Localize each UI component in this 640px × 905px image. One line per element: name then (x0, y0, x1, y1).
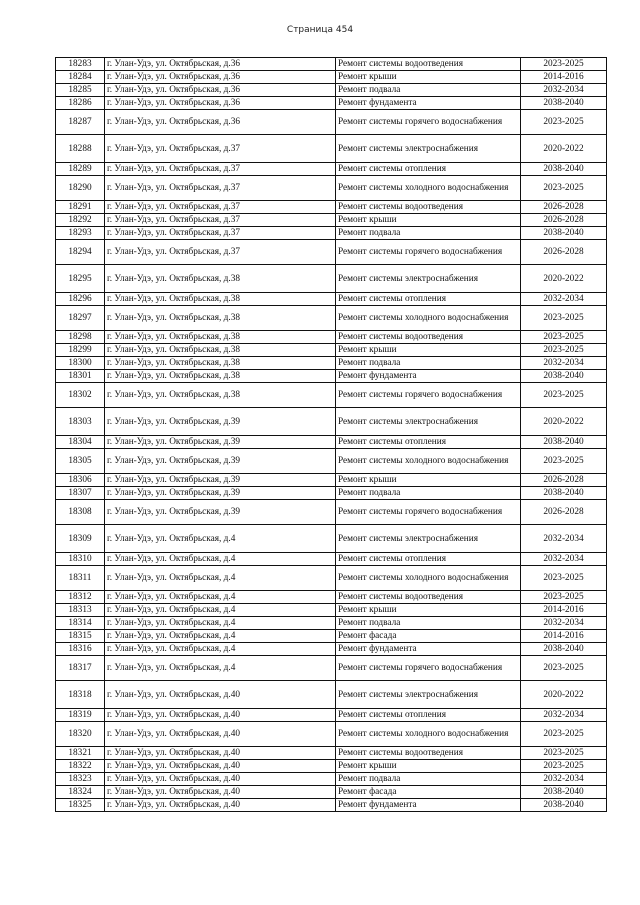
period-cell: 2023-2025 (521, 760, 607, 773)
address-cell: г. Улан-Удэ, ул. Октябрьская, д.40 (105, 773, 336, 786)
period-cell: 2032-2034 (521, 357, 607, 370)
address-cell: г. Улан-Удэ, ул. Октябрьская, д.40 (105, 786, 336, 799)
period-cell: 2020-2022 (521, 265, 607, 293)
work-type-cell: Ремонт системы водоотведения (336, 591, 521, 604)
work-type-cell: Ремонт системы водоотведения (336, 201, 521, 214)
table-row (56, 84, 607, 97)
table-row (56, 110, 607, 135)
period-cell: 2023-2025 (521, 331, 607, 344)
address-cell: г. Улан-Удэ, ул. Октябрьская, д.38 (105, 331, 336, 344)
table-row (56, 500, 607, 525)
period-cell: 2032-2034 (521, 773, 607, 786)
row-number-cell: 18301 (56, 370, 105, 383)
table-row (56, 709, 607, 722)
address-cell: г. Улан-Удэ, ул. Октябрьская, д.40 (105, 760, 336, 773)
table-row (56, 604, 607, 617)
period-cell: 2014-2016 (521, 630, 607, 643)
work-type-cell: Ремонт системы горячего водоснабжения (336, 240, 521, 265)
work-type-cell: Ремонт крыши (336, 71, 521, 84)
work-type-cell: Ремонт крыши (336, 214, 521, 227)
row-number-cell: 18293 (56, 227, 105, 240)
period-cell: 2020-2022 (521, 135, 607, 163)
address-cell: г. Улан-Удэ, ул. Октябрьская, д.37 (105, 240, 336, 265)
address-cell: г. Улан-Удэ, ул. Октябрьская, д.38 (105, 357, 336, 370)
row-number-cell: 18296 (56, 293, 105, 306)
period-cell: 2023-2025 (521, 58, 607, 71)
row-number-cell: 18314 (56, 617, 105, 630)
address-cell: г. Улан-Удэ, ул. Октябрьская, д.38 (105, 370, 336, 383)
work-type-cell: Ремонт системы холодного водоснабжения (336, 566, 521, 591)
row-number-cell: 18288 (56, 135, 105, 163)
address-cell: г. Улан-Удэ, ул. Октябрьская, д.40 (105, 747, 336, 760)
address-cell: г. Улан-Удэ, ул. Октябрьская, д.36 (105, 71, 336, 84)
address-cell: г. Улан-Удэ, ул. Октябрьская, д.36 (105, 84, 336, 97)
table-row (56, 786, 607, 799)
period-cell: 2020-2022 (521, 681, 607, 709)
address-cell: г. Улан-Удэ, ул. Октябрьская, д.36 (105, 97, 336, 110)
address-cell: г. Улан-Удэ, ул. Октябрьская, д.4 (105, 643, 336, 656)
row-number-cell: 18302 (56, 383, 105, 408)
table-row (56, 408, 607, 436)
period-cell: 2023-2025 (521, 344, 607, 357)
work-type-cell: Ремонт крыши (336, 344, 521, 357)
work-type-cell: Ремонт системы холодного водоснабжения (336, 722, 521, 747)
work-type-cell: Ремонт системы холодного водоснабжения (336, 449, 521, 474)
period-cell: 2023-2025 (521, 591, 607, 604)
row-number-cell: 18324 (56, 786, 105, 799)
period-cell: 2038-2040 (521, 97, 607, 110)
row-number-cell: 18286 (56, 97, 105, 110)
row-number-cell: 18295 (56, 265, 105, 293)
period-cell: 2026-2028 (521, 474, 607, 487)
row-number-cell: 18299 (56, 344, 105, 357)
row-number-cell: 18284 (56, 71, 105, 84)
address-cell: г. Улан-Удэ, ул. Октябрьская, д.40 (105, 722, 336, 747)
period-cell: 2026-2028 (521, 240, 607, 265)
table-row (56, 591, 607, 604)
row-number-cell: 18307 (56, 487, 105, 500)
row-number-cell: 18310 (56, 553, 105, 566)
table-row (56, 331, 607, 344)
period-cell: 2038-2040 (521, 370, 607, 383)
period-cell: 2038-2040 (521, 786, 607, 799)
row-number-cell: 18323 (56, 773, 105, 786)
work-type-cell: Ремонт системы электроснабжения (336, 265, 521, 293)
address-cell: г. Улан-Удэ, ул. Октябрьская, д.38 (105, 293, 336, 306)
table-row (56, 722, 607, 747)
table-body (56, 58, 607, 812)
work-type-cell: Ремонт крыши (336, 604, 521, 617)
period-cell: 2038-2040 (521, 487, 607, 500)
period-cell: 2032-2034 (521, 84, 607, 97)
table-row (56, 163, 607, 176)
row-number-cell: 18298 (56, 331, 105, 344)
address-cell: г. Улан-Удэ, ул. Октябрьская, д.36 (105, 58, 336, 71)
table-row (56, 357, 607, 370)
period-cell: 2032-2034 (521, 553, 607, 566)
table-row (56, 617, 607, 630)
row-number-cell: 18292 (56, 214, 105, 227)
address-cell: г. Улан-Удэ, ул. Октябрьская, д.37 (105, 176, 336, 201)
table-row (56, 71, 607, 84)
period-cell: 2032-2034 (521, 709, 607, 722)
table-row (56, 747, 607, 760)
address-cell: г. Улан-Удэ, ул. Октябрьская, д.4 (105, 566, 336, 591)
table-row (56, 773, 607, 786)
address-cell: г. Улан-Удэ, ул. Октябрьская, д.4 (105, 525, 336, 553)
table-row (56, 656, 607, 681)
period-cell: 2038-2040 (521, 227, 607, 240)
address-cell: г. Улан-Удэ, ул. Октябрьская, д.39 (105, 408, 336, 436)
period-cell: 2026-2028 (521, 201, 607, 214)
address-cell: г. Улан-Удэ, ул. Октябрьская, д.37 (105, 214, 336, 227)
table-row (56, 383, 607, 408)
period-cell: 2032-2034 (521, 293, 607, 306)
row-number-cell: 18316 (56, 643, 105, 656)
address-cell: г. Улан-Удэ, ул. Октябрьская, д.39 (105, 436, 336, 449)
address-cell: г. Улан-Удэ, ул. Октябрьская, д.37 (105, 135, 336, 163)
row-number-cell: 18290 (56, 176, 105, 201)
table-row (56, 97, 607, 110)
address-cell: г. Улан-Удэ, ул. Октябрьская, д.36 (105, 110, 336, 135)
work-type-cell: Ремонт фундамента (336, 643, 521, 656)
work-type-cell: Ремонт подвала (336, 357, 521, 370)
period-cell: 2020-2022 (521, 408, 607, 436)
table-row (56, 344, 607, 357)
period-cell: 2026-2028 (521, 214, 607, 227)
work-type-cell: Ремонт системы горячего водоснабжения (336, 383, 521, 408)
period-cell: 2032-2034 (521, 525, 607, 553)
table-row (56, 176, 607, 201)
table-row (56, 681, 607, 709)
work-type-cell: Ремонт системы холодного водоснабжения (336, 306, 521, 331)
row-number-cell: 18306 (56, 474, 105, 487)
table-row (56, 449, 607, 474)
address-cell: г. Улан-Удэ, ул. Октябрьская, д.37 (105, 201, 336, 214)
work-type-cell: Ремонт системы электроснабжения (336, 525, 521, 553)
period-cell: 2038-2040 (521, 163, 607, 176)
work-type-cell: Ремонт системы отопления (336, 293, 521, 306)
table-row (56, 135, 607, 163)
work-type-cell: Ремонт фундамента (336, 97, 521, 110)
work-type-cell: Ремонт системы водоотведения (336, 58, 521, 71)
row-number-cell: 18287 (56, 110, 105, 135)
row-number-cell: 18322 (56, 760, 105, 773)
work-type-cell: Ремонт крыши (336, 474, 521, 487)
period-cell: 2023-2025 (521, 110, 607, 135)
row-number-cell: 18300 (56, 357, 105, 370)
address-cell: г. Улан-Удэ, ул. Октябрьская, д.4 (105, 656, 336, 681)
row-number-cell: 18325 (56, 799, 105, 812)
work-type-cell: Ремонт системы горячего водоснабжения (336, 110, 521, 135)
work-type-cell: Ремонт системы отопления (336, 163, 521, 176)
table-row (56, 487, 607, 500)
work-type-cell: Ремонт подвала (336, 617, 521, 630)
address-cell: г. Улан-Удэ, ул. Октябрьская, д.38 (105, 265, 336, 293)
work-type-cell: Ремонт системы электроснабжения (336, 135, 521, 163)
work-type-cell: Ремонт фасада (336, 630, 521, 643)
repair-schedule-table (55, 57, 607, 812)
address-cell: г. Улан-Удэ, ул. Октябрьская, д.38 (105, 306, 336, 331)
row-number-cell: 18309 (56, 525, 105, 553)
work-type-cell: Ремонт подвала (336, 84, 521, 97)
work-type-cell: Ремонт системы отопления (336, 553, 521, 566)
row-number-cell: 18317 (56, 656, 105, 681)
period-cell: 2014-2016 (521, 71, 607, 84)
table-row (56, 630, 607, 643)
row-number-cell: 18291 (56, 201, 105, 214)
work-type-cell: Ремонт системы отопления (336, 436, 521, 449)
row-number-cell: 18315 (56, 630, 105, 643)
row-number-cell: 18283 (56, 58, 105, 71)
address-cell: г. Улан-Удэ, ул. Октябрьская, д.37 (105, 163, 336, 176)
work-type-cell: Ремонт фундамента (336, 370, 521, 383)
address-cell: г. Улан-Удэ, ул. Октябрьская, д.39 (105, 487, 336, 500)
period-cell: 2038-2040 (521, 436, 607, 449)
address-cell: г. Улан-Удэ, ул. Октябрьская, д.40 (105, 799, 336, 812)
row-number-cell: 18289 (56, 163, 105, 176)
row-number-cell: 18305 (56, 449, 105, 474)
work-type-cell: Ремонт системы горячего водоснабжения (336, 656, 521, 681)
work-type-cell: Ремонт фасада (336, 786, 521, 799)
work-type-cell: Ремонт подвала (336, 227, 521, 240)
period-cell: 2023-2025 (521, 383, 607, 408)
table-row (56, 525, 607, 553)
row-number-cell: 18319 (56, 709, 105, 722)
table-row (56, 566, 607, 591)
address-cell: г. Улан-Удэ, ул. Октябрьская, д.40 (105, 709, 336, 722)
address-cell: г. Улан-Удэ, ул. Октябрьская, д.4 (105, 604, 336, 617)
work-type-cell: Ремонт фундамента (336, 799, 521, 812)
work-type-cell: Ремонт системы горячего водоснабжения (336, 500, 521, 525)
row-number-cell: 18318 (56, 681, 105, 709)
work-type-cell: Ремонт системы водоотведения (336, 331, 521, 344)
address-cell: г. Улан-Удэ, ул. Октябрьская, д.38 (105, 383, 336, 408)
work-type-cell: Ремонт подвала (336, 773, 521, 786)
address-cell: г. Улан-Удэ, ул. Октябрьская, д.4 (105, 630, 336, 643)
address-cell: г. Улан-Удэ, ул. Октябрьская, д.4 (105, 617, 336, 630)
table-row (56, 227, 607, 240)
table-row (56, 293, 607, 306)
table-row (56, 553, 607, 566)
period-cell: 2023-2025 (521, 722, 607, 747)
table-row (56, 201, 607, 214)
page-number-label: Страница 454 (286, 25, 354, 35)
period-cell: 2026-2028 (521, 500, 607, 525)
period-cell: 2023-2025 (521, 176, 607, 201)
table-row (56, 760, 607, 773)
table-row (56, 799, 607, 812)
table-row (56, 265, 607, 293)
work-type-cell: Ремонт системы водоотведения (336, 747, 521, 760)
table-row (56, 214, 607, 227)
address-cell: г. Улан-Удэ, ул. Октябрьская, д.40 (105, 681, 336, 709)
address-cell: г. Улан-Удэ, ул. Октябрьская, д.39 (105, 500, 336, 525)
address-cell: г. Улан-Удэ, ул. Октябрьская, д.4 (105, 553, 336, 566)
table-row (56, 474, 607, 487)
period-cell: 2038-2040 (521, 799, 607, 812)
table-row (56, 370, 607, 383)
table-row (56, 436, 607, 449)
work-type-cell: Ремонт крыши (336, 760, 521, 773)
work-type-cell: Ремонт системы электроснабжения (336, 408, 521, 436)
period-cell: 2032-2034 (521, 617, 607, 630)
address-cell: г. Улан-Удэ, ул. Октябрьская, д.37 (105, 227, 336, 240)
address-cell: г. Улан-Удэ, ул. Октябрьская, д.38 (105, 344, 336, 357)
row-number-cell: 18285 (56, 84, 105, 97)
row-number-cell: 18297 (56, 306, 105, 331)
row-number-cell: 18304 (56, 436, 105, 449)
row-number-cell: 18294 (56, 240, 105, 265)
work-type-cell: Ремонт системы холодного водоснабжения (336, 176, 521, 201)
work-type-cell: Ремонт подвала (336, 487, 521, 500)
period-cell: 2023-2025 (521, 566, 607, 591)
table-row (56, 240, 607, 265)
row-number-cell: 18311 (56, 566, 105, 591)
period-cell: 2023-2025 (521, 306, 607, 331)
table-row (56, 58, 607, 71)
address-cell: г. Улан-Удэ, ул. Октябрьская, д.4 (105, 591, 336, 604)
address-cell: г. Улан-Удэ, ул. Октябрьская, д.39 (105, 449, 336, 474)
row-number-cell: 18320 (56, 722, 105, 747)
period-cell: 2038-2040 (521, 643, 607, 656)
table-row (56, 306, 607, 331)
period-cell: 2023-2025 (521, 747, 607, 760)
period-cell: 2014-2016 (521, 604, 607, 617)
table-row (56, 643, 607, 656)
row-number-cell: 18313 (56, 604, 105, 617)
period-cell: 2023-2025 (521, 656, 607, 681)
work-type-cell: Ремонт системы отопления (336, 709, 521, 722)
row-number-cell: 18308 (56, 500, 105, 525)
row-number-cell: 18321 (56, 747, 105, 760)
row-number-cell: 18312 (56, 591, 105, 604)
row-number-cell: 18303 (56, 408, 105, 436)
address-cell: г. Улан-Удэ, ул. Октябрьская, д.39 (105, 474, 336, 487)
work-type-cell: Ремонт системы электроснабжения (336, 681, 521, 709)
period-cell: 2023-2025 (521, 449, 607, 474)
